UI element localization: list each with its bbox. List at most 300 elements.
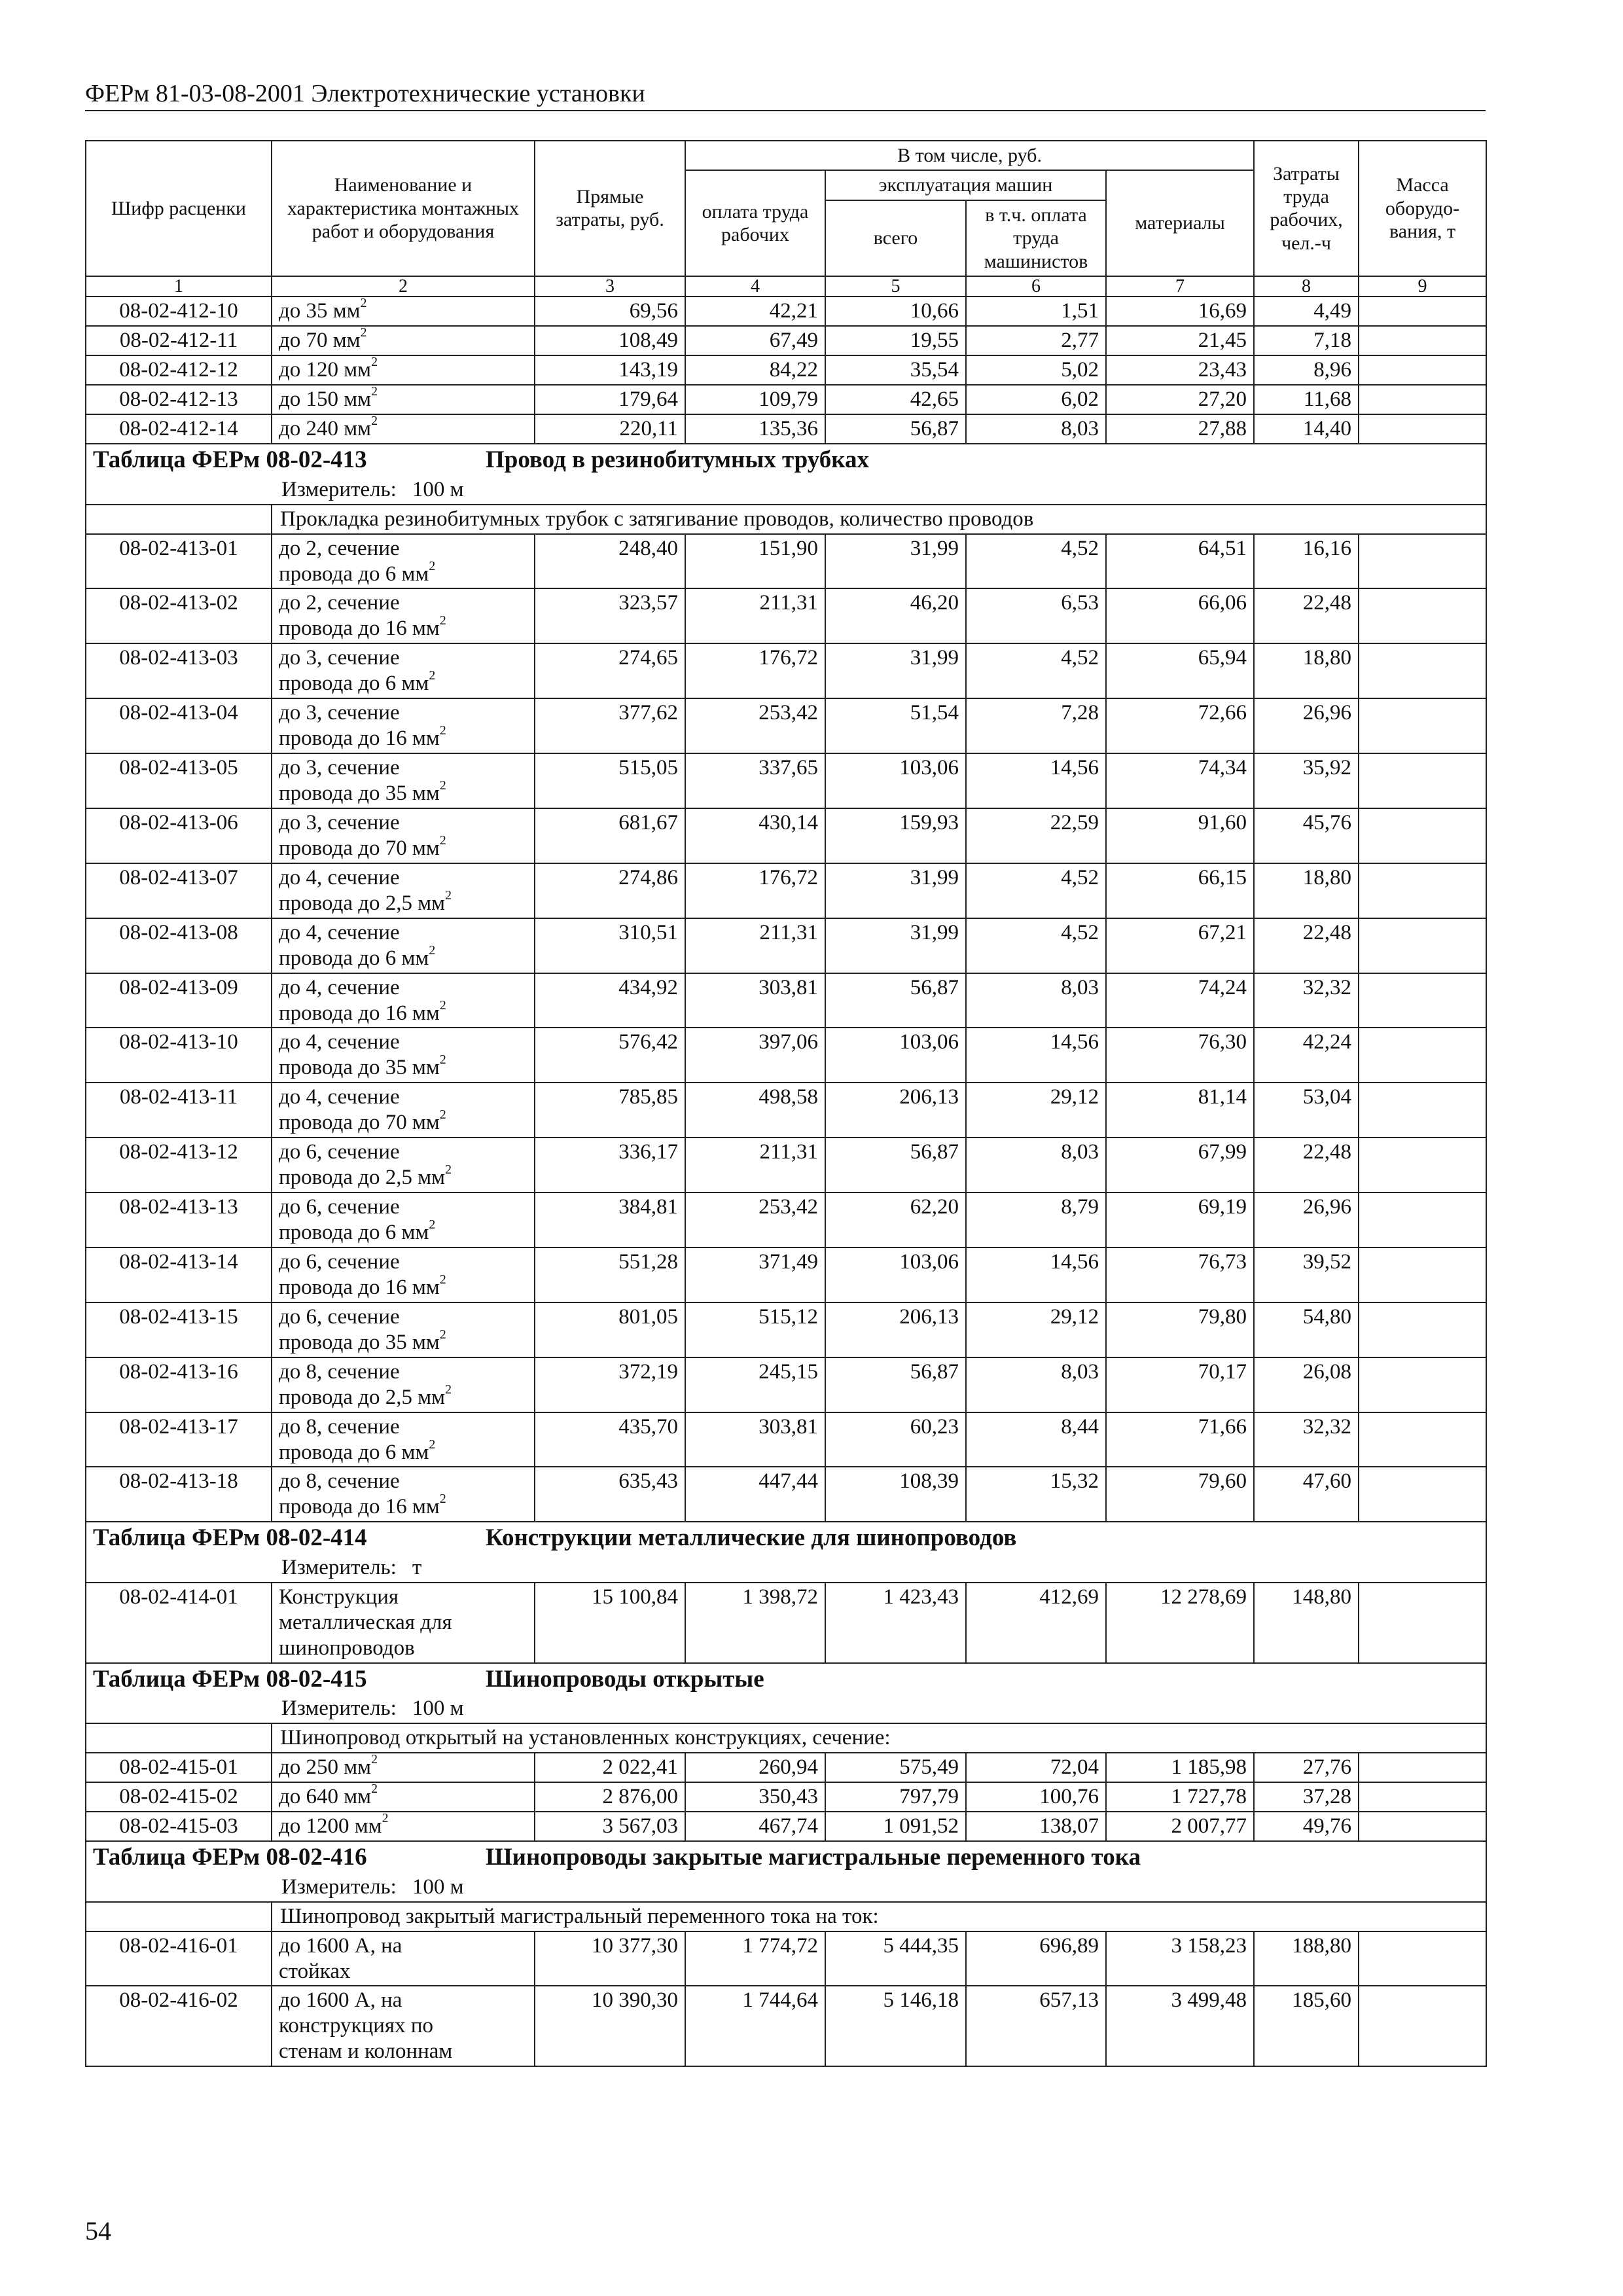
machinist-pay-cell: 14,56 (966, 1028, 1106, 1083)
labor-cost-cell: 18,80 (1254, 643, 1359, 698)
section-title-cell (86, 1841, 1486, 1873)
table-row (86, 808, 1486, 863)
mass-cell (1359, 326, 1486, 355)
group-heading: Шинопровод закрытый магистральный переменного тока на ток: (272, 1902, 1486, 1931)
col-code-header: Шифр расценки (86, 141, 272, 276)
table-row (86, 1412, 1486, 1467)
rate-code: 08-02-413-11 (86, 1083, 272, 1138)
labor-cost-cell: 37,28 (1254, 1782, 1359, 1812)
machinist-pay-cell: 4,52 (966, 863, 1106, 918)
work-name (272, 1583, 535, 1663)
measure-unit-row (86, 1554, 1486, 1583)
work-name (272, 698, 535, 753)
work-name (272, 1782, 535, 1812)
table-row (86, 1357, 1486, 1412)
work-name (272, 326, 535, 355)
measure-unit-cell (86, 1695, 1486, 1723)
table-row (86, 1193, 1486, 1247)
machinist-pay-cell: 2,77 (966, 326, 1106, 355)
machines-cell: 51,54 (825, 698, 966, 753)
direct-cost-cell: 515,05 (535, 753, 685, 808)
work-name (272, 1028, 535, 1083)
machinist-pay-cell: 412,69 (966, 1583, 1106, 1663)
page-header: ФЕРм 81-03-08-2001 Электротехнические установки (85, 77, 1486, 111)
rate-code: 08-02-413-12 (86, 1138, 272, 1193)
superscript: 2 (445, 1162, 452, 1177)
machinist-pay-cell: 22,59 (966, 808, 1106, 863)
table-row (86, 385, 1486, 414)
mass-cell (1359, 296, 1486, 326)
machines-cell: 5 146,18 (825, 1986, 966, 2066)
direct-cost-cell: 10 377,30 (535, 1931, 685, 1986)
superscript: 2 (439, 1272, 446, 1287)
rate-code: 08-02-413-13 (86, 1193, 272, 1247)
superscript: 2 (429, 558, 436, 573)
table-row (86, 1583, 1486, 1663)
mass-cell (1359, 753, 1486, 808)
rate-code: 08-02-413-07 (86, 863, 272, 918)
work-name (272, 1467, 535, 1522)
col-number: 7 (1106, 276, 1254, 296)
work-name (272, 643, 535, 698)
labor-cost-cell: 26,08 (1254, 1357, 1359, 1412)
labor-cost-cell: 32,32 (1254, 973, 1359, 1028)
direct-cost-cell: 10 390,30 (535, 1986, 685, 2066)
materials-cell: 64,51 (1106, 534, 1254, 589)
work-name-line: провода до 2,5 мм (279, 1166, 446, 1190)
table-row (86, 643, 1486, 698)
machines-cell: 56,87 (825, 1357, 966, 1412)
labor-cost-cell: 16,16 (1254, 534, 1359, 589)
materials-cell: 12 278,69 (1106, 1583, 1254, 1663)
materials-cell: 27,88 (1106, 414, 1254, 444)
materials-cell: 72,66 (1106, 698, 1254, 753)
rates-table (85, 140, 1487, 2067)
machinist-pay-cell: 4,52 (966, 918, 1106, 973)
direct-cost-cell: 576,42 (535, 1028, 685, 1083)
direct-cost-cell: 377,62 (535, 698, 685, 753)
col-machines-header: эксплуатация машин (825, 170, 1106, 200)
section-title-cell (86, 444, 1486, 476)
work-name (272, 414, 535, 444)
machinist-pay-cell: 100,76 (966, 1782, 1106, 1812)
superscript: 2 (429, 942, 436, 958)
direct-cost-cell: 551,28 (535, 1247, 685, 1302)
materials-cell: 91,60 (1106, 808, 1254, 863)
machines-cell: 31,99 (825, 918, 966, 973)
machinist-pay-cell: 8,03 (966, 973, 1106, 1028)
work-name-text: до 240 мм (279, 417, 372, 441)
table-row (86, 296, 1486, 326)
direct-cost-cell: 785,85 (535, 1083, 685, 1138)
materials-cell: 23,43 (1106, 355, 1254, 385)
labor-pay-cell: 350,43 (685, 1782, 825, 1812)
labor-cost-cell: 26,96 (1254, 698, 1359, 753)
col-materials-header: материалы (1106, 170, 1254, 276)
mass-cell (1359, 534, 1486, 589)
work-name-line: Конструкция (279, 1585, 399, 1609)
measure-unit-row (86, 1695, 1486, 1723)
mass-cell (1359, 1583, 1486, 1663)
table-row (86, 973, 1486, 1028)
work-name-line: до 3, сечение (279, 701, 400, 725)
section-title-cell (86, 1663, 1486, 1695)
labor-cost-cell: 27,76 (1254, 1753, 1359, 1782)
machines-cell: 35,54 (825, 355, 966, 385)
work-name-line: до 4, сечение (279, 1030, 400, 1054)
superscript: 2 (439, 997, 446, 1013)
direct-cost-cell: 681,67 (535, 808, 685, 863)
table-row (86, 863, 1486, 918)
work-name (272, 534, 535, 589)
work-name (272, 588, 535, 643)
superscript: 2 (439, 833, 446, 848)
group-heading: Прокладка резинобитумных трубок с затягивание проводов, количество проводов (272, 505, 1486, 534)
machinist-pay-cell: 72,04 (966, 1753, 1106, 1782)
machinist-pay-cell: 4,52 (966, 643, 1106, 698)
direct-cost-cell: 69,56 (535, 296, 685, 326)
work-name (272, 808, 535, 863)
labor-pay-cell: 515,12 (685, 1302, 825, 1357)
labor-pay-cell: 67,49 (685, 326, 825, 355)
table-number: Таблица ФЕРм 08-02-413 (93, 446, 367, 474)
work-name (272, 753, 535, 808)
work-name (272, 973, 535, 1028)
group-empty-cell (86, 505, 272, 534)
rate-code: 08-02-413-10 (86, 1028, 272, 1083)
work-name-line: до 6, сечение (279, 1249, 400, 1274)
labor-pay-cell: 447,44 (685, 1467, 825, 1522)
direct-cost-cell: 635,43 (535, 1467, 685, 1522)
machines-cell: 60,23 (825, 1412, 966, 1467)
work-name-line: до 6, сечение (279, 1140, 400, 1164)
labor-cost-cell: 35,92 (1254, 753, 1359, 808)
col-direct-header: Прямые затраты, руб. (535, 141, 685, 276)
work-name-text: до 250 мм (279, 1755, 372, 1780)
labor-pay-cell: 211,31 (685, 588, 825, 643)
table-row (86, 1986, 1486, 2066)
machinist-pay-cell: 4,52 (966, 534, 1106, 589)
measure-unit-cell (86, 1873, 1486, 1902)
materials-cell: 1 185,98 (1106, 1753, 1254, 1782)
rate-code: 08-02-413-04 (86, 698, 272, 753)
labor-cost-cell: 42,24 (1254, 1028, 1359, 1083)
materials-cell: 21,45 (1106, 326, 1254, 355)
machines-cell: 1 091,52 (825, 1812, 966, 1841)
labor-cost-cell: 45,76 (1254, 808, 1359, 863)
col-number: 5 (825, 276, 966, 296)
table-row (86, 534, 1486, 589)
machines-cell: 103,06 (825, 1247, 966, 1302)
labor-cost-cell: 22,48 (1254, 588, 1359, 643)
mass-cell (1359, 1357, 1486, 1412)
direct-cost-cell: 2 876,00 (535, 1782, 685, 1812)
machines-cell: 206,13 (825, 1302, 966, 1357)
work-name-line: металлическая для (279, 1610, 452, 1634)
work-name (272, 1193, 535, 1247)
col-name-header: Наименование и характеристика монтажных работ и оборудования (272, 141, 535, 276)
labor-cost-cell: 49,76 (1254, 1812, 1359, 1841)
labor-cost-cell: 26,96 (1254, 1193, 1359, 1247)
rate-code: 08-02-413-08 (86, 918, 272, 973)
direct-cost-cell: 3 567,03 (535, 1812, 685, 1841)
machines-cell: 31,99 (825, 534, 966, 589)
table-row (86, 1302, 1486, 1357)
group-heading-row (86, 505, 1486, 534)
superscript: 2 (439, 778, 446, 793)
direct-cost-cell: 435,70 (535, 1412, 685, 1467)
machinist-pay-cell: 138,07 (966, 1812, 1106, 1841)
superscript: 2 (429, 1437, 436, 1452)
rate-code: 08-02-413-09 (86, 973, 272, 1028)
machinist-pay-cell: 29,12 (966, 1083, 1106, 1138)
machines-cell: 103,06 (825, 753, 966, 808)
labor-pay-cell: 176,72 (685, 863, 825, 918)
table-section-title (86, 1663, 1486, 1695)
table-row (86, 1247, 1486, 1302)
mass-cell (1359, 643, 1486, 698)
work-name-text: до 35 мм (279, 299, 361, 323)
materials-cell: 76,73 (1106, 1247, 1254, 1302)
table-row (86, 698, 1486, 753)
materials-cell: 3 158,23 (1106, 1931, 1254, 1986)
col-number: 3 (535, 276, 685, 296)
machinist-pay-cell: 14,56 (966, 753, 1106, 808)
mass-cell (1359, 1138, 1486, 1193)
work-name-line: до 8, сечение (279, 1359, 400, 1384)
mass-cell (1359, 1812, 1486, 1841)
table-row (86, 326, 1486, 355)
labor-pay-cell: 260,94 (685, 1753, 825, 1782)
rate-code: 08-02-415-01 (86, 1753, 272, 1782)
table-title: Шинопроводы открытые (486, 1665, 764, 1693)
table-section-title (86, 1522, 1486, 1554)
work-name (272, 1986, 535, 2066)
machinist-pay-cell: 696,89 (966, 1931, 1106, 1986)
machines-cell: 42,65 (825, 385, 966, 414)
superscript: 2 (439, 1492, 446, 1507)
table-row (86, 1083, 1486, 1138)
work-name (272, 1302, 535, 1357)
table-row (86, 588, 1486, 643)
column-numbers-row (86, 276, 1486, 296)
work-name-line: конструкциях по (279, 2014, 433, 2038)
mass-cell (1359, 918, 1486, 973)
work-name-text: до 120 мм (279, 358, 372, 382)
direct-cost-cell: 179,64 (535, 385, 685, 414)
col-mass-header: Масса оборудо-вания, т (1359, 141, 1486, 276)
labor-pay-cell: 109,79 (685, 385, 825, 414)
col-number: 6 (966, 276, 1106, 296)
col-number: 8 (1254, 276, 1359, 296)
table-section-title (86, 444, 1486, 476)
measure-unit-cell (86, 476, 1486, 505)
rate-code: 08-02-416-01 (86, 1931, 272, 1986)
work-name-line: до 6, сечение (279, 1195, 400, 1219)
work-name (272, 1753, 535, 1782)
machines-cell: 1 423,43 (825, 1583, 966, 1663)
superscript: 2 (360, 325, 367, 340)
table-row (86, 1467, 1486, 1522)
labor-cost-cell: 14,40 (1254, 414, 1359, 444)
materials-cell: 74,24 (1106, 973, 1254, 1028)
work-name (272, 385, 535, 414)
mass-cell (1359, 1986, 1486, 2066)
direct-cost-cell: 372,19 (535, 1357, 685, 1412)
col-labor-header: Затраты труда рабочих, чел.-ч (1254, 141, 1359, 276)
group-empty-cell (86, 1723, 272, 1753)
direct-cost-cell: 220,11 (535, 414, 685, 444)
table-row (86, 1931, 1486, 1986)
mass-cell (1359, 588, 1486, 643)
machines-cell: 46,20 (825, 588, 966, 643)
superscript: 2 (429, 1217, 436, 1232)
work-name-line: провода до 6 мм (279, 946, 429, 970)
rate-code: 08-02-412-11 (86, 326, 272, 355)
rate-code: 08-02-413-02 (86, 588, 272, 643)
materials-cell: 27,20 (1106, 385, 1254, 414)
table-title: Конструкции металлические для шинопроводов (486, 1524, 1017, 1552)
group-heading-row (86, 1902, 1486, 1931)
table-row (86, 1028, 1486, 1083)
work-name-line: провода до 70 мм (279, 1111, 440, 1135)
rate-code: 08-02-413-16 (86, 1357, 272, 1412)
labor-cost-cell: 4,49 (1254, 296, 1359, 326)
labor-cost-cell: 18,80 (1254, 863, 1359, 918)
rate-code: 08-02-413-17 (86, 1412, 272, 1467)
superscript: 2 (371, 355, 378, 370)
table-title: Шинопроводы закрытые магистральные переменного тока (486, 1844, 1141, 1871)
table-row (86, 753, 1486, 808)
group-heading: Шинопровод открытый на установленных конструкциях, сечение: (272, 1723, 1486, 1753)
work-name-line: провода до 2,5 мм (279, 1385, 446, 1409)
measure-label: Измеритель: (281, 477, 397, 501)
machines-cell: 5 444,35 (825, 1931, 966, 1986)
work-name-line: провода до 35 мм (279, 1056, 440, 1080)
rate-code: 08-02-413-15 (86, 1302, 272, 1357)
labor-pay-cell: 498,58 (685, 1083, 825, 1138)
labor-cost-cell: 22,48 (1254, 1138, 1359, 1193)
table-row (86, 1812, 1486, 1841)
materials-cell: 76,30 (1106, 1028, 1254, 1083)
mass-cell (1359, 1302, 1486, 1357)
table-row (86, 1138, 1486, 1193)
direct-cost-cell: 143,19 (535, 355, 685, 385)
rate-code: 08-02-413-01 (86, 534, 272, 589)
machinist-pay-cell: 29,12 (966, 1302, 1106, 1357)
machines-cell: 19,55 (825, 326, 966, 355)
mass-cell (1359, 355, 1486, 385)
machinist-pay-cell: 8,03 (966, 1138, 1106, 1193)
labor-cost-cell: 188,80 (1254, 1931, 1359, 1986)
direct-cost-cell: 274,86 (535, 863, 685, 918)
mass-cell (1359, 698, 1486, 753)
work-name (272, 1931, 535, 1986)
materials-cell: 67,99 (1106, 1138, 1254, 1193)
work-name-text: до 70 мм (279, 329, 361, 353)
direct-cost-cell: 336,17 (535, 1138, 685, 1193)
labor-pay-cell: 371,49 (685, 1247, 825, 1302)
labor-pay-cell: 135,36 (685, 414, 825, 444)
direct-cost-cell: 108,49 (535, 326, 685, 355)
table-number: Таблица ФЕРм 08-02-416 (93, 1844, 367, 1871)
mass-cell (1359, 1931, 1486, 1986)
work-name-line: провода до 35 мм (279, 781, 440, 805)
direct-cost-cell: 434,92 (535, 973, 685, 1028)
machinist-pay-cell: 6,53 (966, 588, 1106, 643)
labor-cost-cell: 148,80 (1254, 1583, 1359, 1663)
work-name (272, 1138, 535, 1193)
work-name (272, 355, 535, 385)
work-name (272, 296, 535, 326)
col-number: 1 (86, 276, 272, 296)
machinist-pay-cell: 1,51 (966, 296, 1106, 326)
measure-value: 100 м (412, 1696, 464, 1721)
table-title: Провод в резинобитумных трубках (486, 446, 869, 474)
mass-cell (1359, 1753, 1486, 1782)
rate-code: 08-02-413-18 (86, 1467, 272, 1522)
measure-unit-row (86, 476, 1486, 505)
mass-cell (1359, 973, 1486, 1028)
rate-code: 08-02-415-03 (86, 1812, 272, 1841)
work-name-line: провода до 70 мм (279, 836, 440, 860)
materials-cell: 70,17 (1106, 1357, 1254, 1412)
labor-cost-cell: 53,04 (1254, 1083, 1359, 1138)
measure-label: Измеритель: (281, 1696, 397, 1721)
table-number: Таблица ФЕРм 08-02-414 (93, 1524, 367, 1552)
machinist-pay-cell: 5,02 (966, 355, 1106, 385)
mass-cell (1359, 1193, 1486, 1247)
table-body (86, 296, 1486, 2066)
labor-cost-cell: 47,60 (1254, 1467, 1359, 1522)
measure-value: 100 м (412, 1874, 464, 1899)
work-name-line: провода до 6 мм (279, 1440, 429, 1464)
work-name-line: до 4, сечение (279, 865, 400, 889)
machines-cell: 103,06 (825, 1028, 966, 1083)
measure-value: 100 м (412, 477, 464, 501)
materials-cell: 79,80 (1106, 1302, 1254, 1357)
measure-label: Измеритель: (281, 1874, 397, 1899)
work-name-line: до 1600 А, на (279, 1988, 402, 2013)
mass-cell (1359, 1028, 1486, 1083)
table-number: Таблица ФЕРм 08-02-415 (93, 1665, 367, 1693)
rate-code: 08-02-413-14 (86, 1247, 272, 1302)
labor-pay-cell: 1 774,72 (685, 1931, 825, 1986)
table-row (86, 1753, 1486, 1782)
materials-cell: 74,34 (1106, 753, 1254, 808)
direct-cost-cell: 248,40 (535, 534, 685, 589)
labor-pay-cell: 211,31 (685, 918, 825, 973)
materials-cell: 79,60 (1106, 1467, 1254, 1522)
work-name-line: провода до 6 мм (279, 562, 429, 586)
table-row (86, 1782, 1486, 1812)
superscript: 2 (439, 1327, 446, 1342)
machines-cell: 31,99 (825, 863, 966, 918)
direct-cost-cell: 310,51 (535, 918, 685, 973)
materials-cell: 16,69 (1106, 296, 1254, 326)
machinist-pay-cell: 14,56 (966, 1247, 1106, 1302)
labor-pay-cell: 397,06 (685, 1028, 825, 1083)
labor-cost-cell: 22,48 (1254, 918, 1359, 973)
machines-cell: 108,39 (825, 1467, 966, 1522)
work-name-line: провода до 16 мм (279, 1001, 440, 1025)
work-name (272, 918, 535, 973)
labor-pay-cell: 253,42 (685, 698, 825, 753)
rate-code: 08-02-415-02 (86, 1782, 272, 1812)
materials-cell: 2 007,77 (1106, 1812, 1254, 1841)
mass-cell (1359, 1412, 1486, 1467)
col-incl-header: В том числе, руб. (685, 141, 1254, 170)
